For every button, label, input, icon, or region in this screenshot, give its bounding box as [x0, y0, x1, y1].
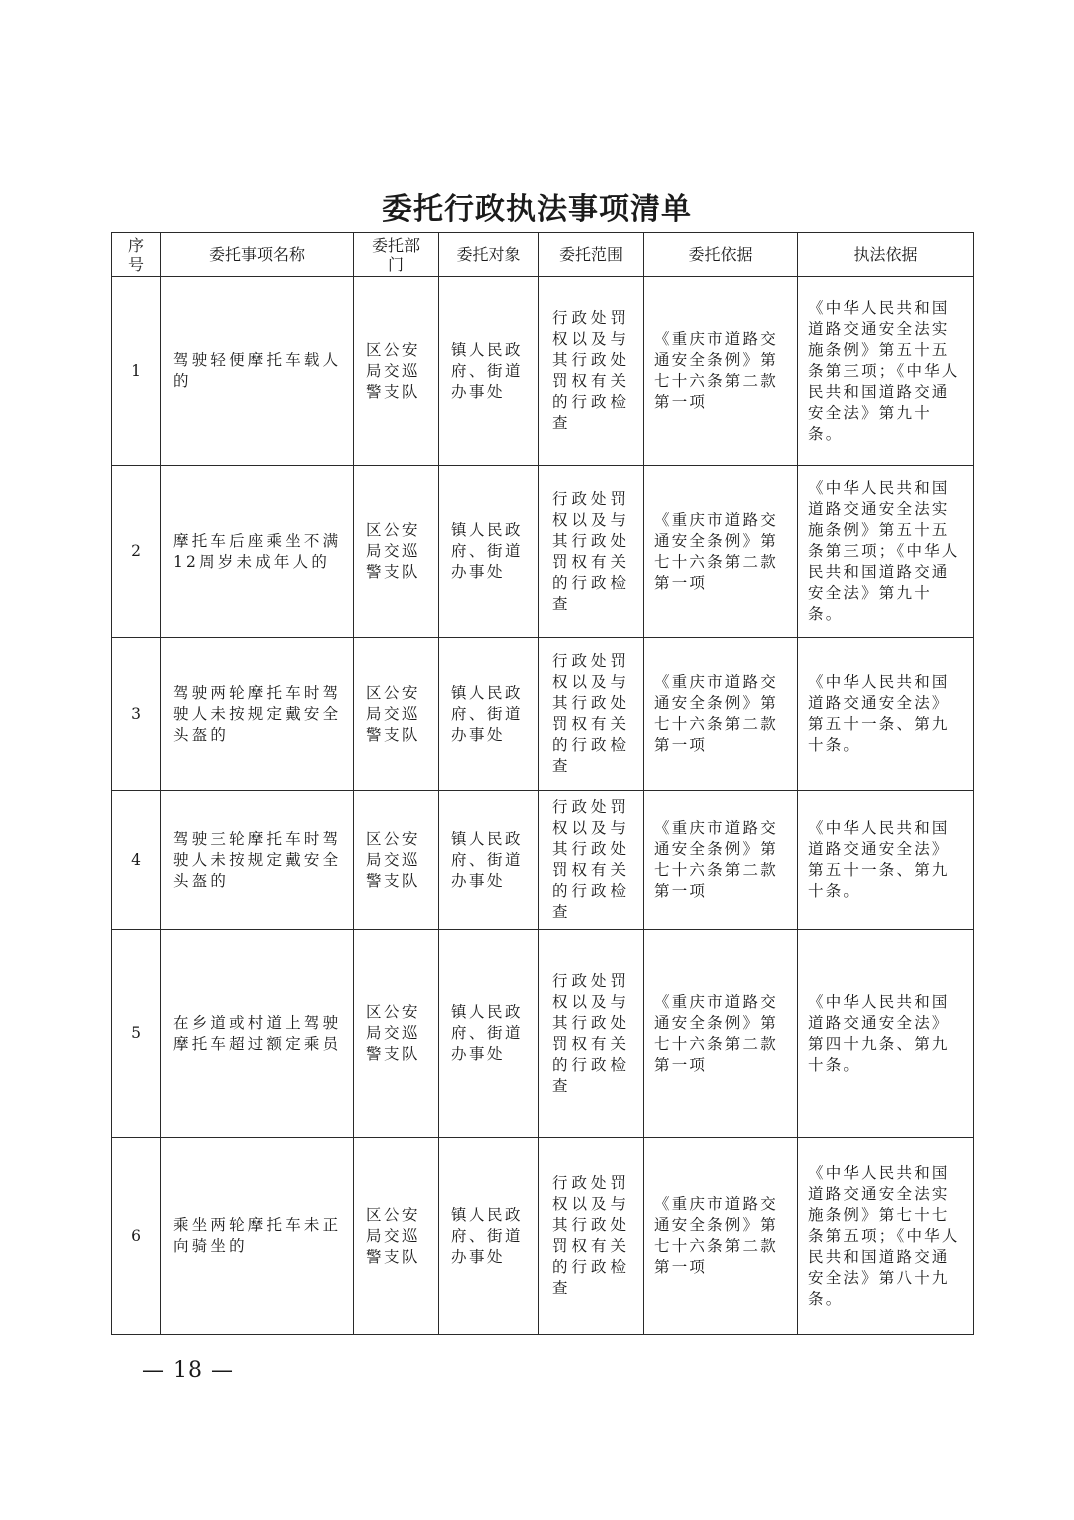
delegating-dept: 区公安局交巡警支队 [354, 466, 439, 638]
item-name: 乘坐两轮摩托车未正向骑坐的 [161, 1138, 354, 1335]
header-basis: 委托依据 [644, 233, 798, 277]
delegation-table [111, 232, 974, 1335]
item-name: 驾驶轻便摩托车载人的 [161, 277, 354, 466]
delegation-range: 行政处罚权以及与其行政处罚权有关的行政检查 [539, 638, 644, 791]
delegation-basis: 《重庆市道路交通安全条例》第七十六条第二款第一项 [644, 277, 798, 466]
table-row [112, 930, 974, 1138]
header-dept: 委托部门 [354, 233, 439, 277]
table-row [112, 277, 974, 466]
header-law: 执法依据 [798, 233, 974, 277]
row-number: 1 [112, 277, 161, 466]
delegation-basis: 《重庆市道路交通安全条例》第七十六条第二款第一项 [644, 791, 798, 930]
row-number: 3 [112, 638, 161, 791]
item-name: 在乡道或村道上驾驶摩托车超过额定乘员 [161, 930, 354, 1138]
delegate-target: 镇人民政府、街道办事处 [439, 466, 539, 638]
header-target: 委托对象 [439, 233, 539, 277]
enforcement-basis: 《中华人民共和国道路交通安全法》第四十九条、第九十条。 [798, 930, 974, 1138]
table-row [112, 1138, 974, 1335]
delegating-dept: 区公安局交巡警支队 [354, 930, 439, 1138]
delegation-basis: 《重庆市道路交通安全条例》第七十六条第二款第一项 [644, 1138, 798, 1335]
header-range: 委托范围 [539, 233, 644, 277]
delegate-target: 镇人民政府、街道办事处 [439, 930, 539, 1138]
delegate-target: 镇人民政府、街道办事处 [439, 277, 539, 466]
item-name: 驾驶三轮摩托车时驾驶人未按规定戴安全头盔的 [161, 791, 354, 930]
table-header-row [112, 233, 974, 277]
table-row [112, 791, 974, 930]
header-name: 委托事项名称 [161, 233, 354, 277]
delegation-basis: 《重庆市道路交通安全条例》第七十六条第二款第一项 [644, 638, 798, 791]
delegation-range: 行政处罚权以及与其行政处罚权有关的行政检查 [539, 791, 644, 930]
enforcement-basis: 《中华人民共和国道路交通安全法实施条例》第七十七条第五项；《中华人民共和国道路交通安全法》第八十九条。 [798, 1138, 974, 1335]
enforcement-basis: 《中华人民共和国道路交通安全法实施条例》第五十五条第三项；《中华人民共和国道路交通安全法》第九十条。 [798, 277, 974, 466]
enforcement-basis: 《中华人民共和国道路交通安全法》第五十一条、第九十条。 [798, 791, 974, 930]
enforcement-basis: 《中华人民共和国道路交通安全法》第五十一条、第九十条。 [798, 638, 974, 791]
delegating-dept: 区公安局交巡警支队 [354, 638, 439, 791]
delegating-dept: 区公安局交巡警支队 [354, 1138, 439, 1335]
delegate-target: 镇人民政府、街道办事处 [439, 791, 539, 930]
delegation-basis: 《重庆市道路交通安全条例》第七十六条第二款第一项 [644, 930, 798, 1138]
table-row [112, 638, 974, 791]
row-number: 4 [112, 791, 161, 930]
delegate-target: 镇人民政府、街道办事处 [439, 1138, 539, 1335]
row-number: 5 [112, 930, 161, 1138]
delegation-range: 行政处罚权以及与其行政处罚权有关的行政检查 [539, 1138, 644, 1335]
delegate-target: 镇人民政府、街道办事处 [439, 638, 539, 791]
header-num: 序号 [112, 233, 161, 277]
enforcement-basis: 《中华人民共和国道路交通安全法实施条例》第五十五条第三项；《中华人民共和国道路交通安全法》第九十条。 [798, 466, 974, 638]
page-title: 委托行政执法事项清单 [382, 192, 692, 227]
row-number: 6 [112, 1138, 161, 1335]
item-name: 驾驶两轮摩托车时驾驶人未按规定戴安全头盔的 [161, 638, 354, 791]
item-name: 摩托车后座乘坐不满12周岁未成年人的 [161, 466, 354, 638]
page-number: — 18 — [142, 1358, 234, 1383]
delegation-basis: 《重庆市道路交通安全条例》第七十六条第二款第一项 [644, 466, 798, 638]
delegating-dept: 区公安局交巡警支队 [354, 277, 439, 466]
row-number: 2 [112, 466, 161, 638]
table-row [112, 466, 974, 638]
delegation-range: 行政处罚权以及与其行政处罚权有关的行政检查 [539, 930, 644, 1138]
delegation-range: 行政处罚权以及与其行政处罚权有关的行政检查 [539, 277, 644, 466]
delegation-range: 行政处罚权以及与其行政处罚权有关的行政检查 [539, 466, 644, 638]
delegating-dept: 区公安局交巡警支队 [354, 791, 439, 930]
